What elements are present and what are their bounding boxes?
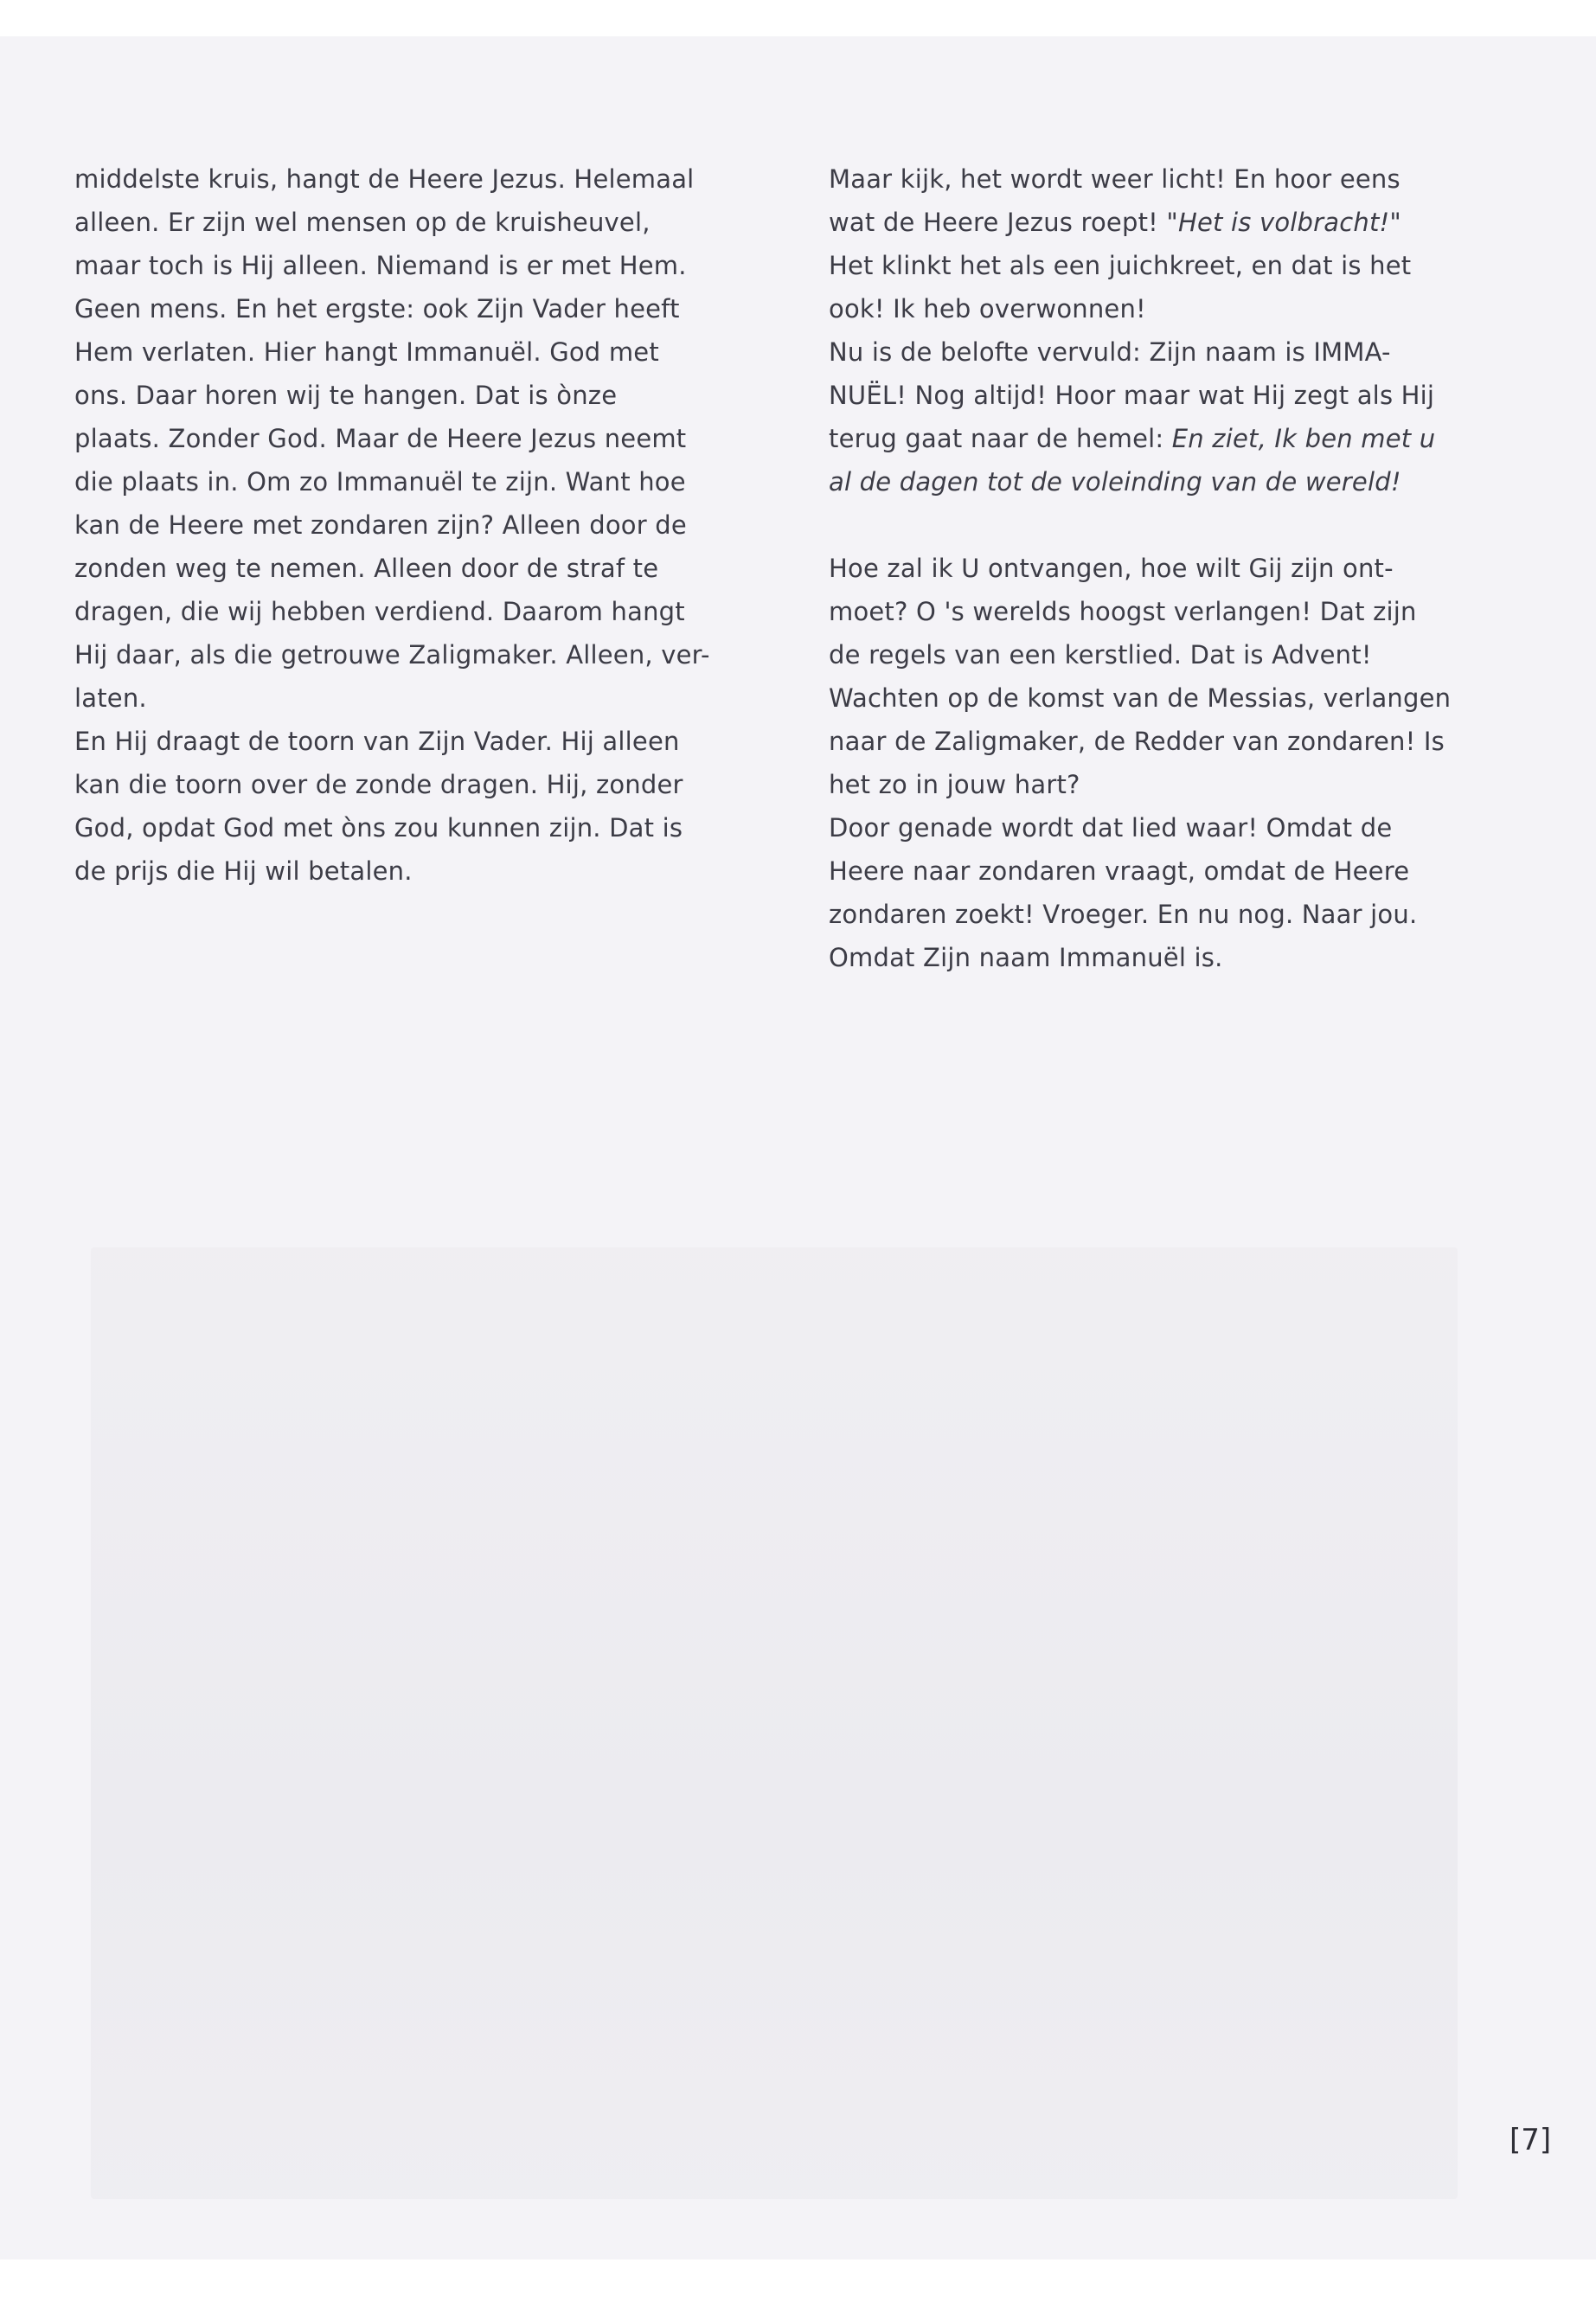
text-line: ook! Ik heb overwonnen!	[829, 294, 1146, 324]
left-text-column	[74, 157, 732, 893]
text-line	[829, 417, 1486, 460]
text-line: middelste kruis, hangt de Heere Jezus. Helemaal	[74, 164, 695, 194]
text-line: Geen mens. En het ergste: ook Zijn Vader heeft	[74, 294, 680, 324]
text-line: de prijs die Hij wil betalen.	[74, 856, 413, 886]
text-line: NUËL! Nog altijd! Hoor maar wat Hij zegt als Hij	[829, 381, 1435, 410]
text-line: dragen, die wij hebben verdiend. Daarom hangt	[74, 597, 685, 626]
text-line: Het klinkt het als een juichkreet, en dat is het	[829, 251, 1412, 280]
text-line: En Hij draagt de toorn van Zijn Vader. Hij alleen	[74, 727, 680, 756]
text-line: laten.	[74, 683, 147, 713]
scan-top-margin	[0, 0, 1596, 36]
right-paragraph-1	[829, 157, 1486, 503]
text-line: Nu is de belofte vervuld: Zijn naam is IMMA-	[829, 337, 1391, 367]
text-line: Heere naar zondaren vraagt, omdat de Heere	[829, 856, 1410, 886]
text-line: Hem verlaten. Hier hangt Immanuël. God met	[74, 337, 659, 367]
text-line: kan de Heere met zondaren zijn? Alleen door de	[74, 510, 687, 540]
scan-bottom-margin	[0, 2259, 1596, 2301]
text-line: Hoe zal ik U ontvangen, hoe wilt Gij zijn ont-	[829, 554, 1394, 583]
text-line: Hij daar, als die getrouwe Zaligmaker. Alleen, ver-	[74, 640, 710, 670]
text-line: naar de Zaligmaker, de Redder van zondaren! Is	[829, 727, 1445, 756]
right-text-column	[829, 157, 1486, 979]
bleed-through-photo	[91, 1247, 1458, 2199]
paragraph-gap	[829, 503, 1486, 547]
text-line: Wachten op de komst van de Messias, verlangen	[829, 683, 1452, 713]
text-line: alleen. Er zijn wel mensen op de kruisheuvel,	[74, 208, 651, 237]
text-line: ons. Daar horen wij te hangen. Dat is ònze	[74, 381, 618, 410]
text-line: Maar kijk, het wordt weer licht! En hoor eens	[829, 164, 1401, 194]
text-line: kan die toorn over de zonde dragen. Hij, zonder	[74, 770, 683, 799]
text-line: het zo in jouw hart?	[829, 770, 1080, 799]
text-line: zonden weg te nemen. Alleen door de straf te	[74, 554, 659, 583]
quote-italic: En ziet, Ik ben met u	[1171, 424, 1436, 453]
text-line: de regels van een kerstlied. Dat is Advent!	[829, 640, 1372, 670]
text-line	[829, 201, 1486, 244]
text-run: wat de Heere Jezus roept!	[829, 208, 1167, 237]
text-line: Omdat Zijn naam Immanuël is.	[829, 943, 1223, 972]
right-paragraph-2	[829, 547, 1486, 979]
quote-italic-line: al de dagen tot de voleinding van de wereld!	[829, 467, 1401, 497]
text-line: Door genade wordt dat lied waar! Omdat de	[829, 813, 1393, 843]
page-number: [7]	[1509, 2123, 1552, 2157]
text-run: terug gaat naar de hemel:	[829, 424, 1172, 453]
left-paragraph	[74, 157, 732, 893]
text-line: maar toch is Hij alleen. Niemand is er met Hem.	[74, 251, 687, 280]
text-line: plaats. Zonder God. Maar de Heere Jezus neemt	[74, 424, 687, 453]
text-line: zondaren zoekt! Vroeger. En nu nog. Naar jou.	[829, 900, 1418, 929]
text-line: die plaats in. Om zo Immanuël te zijn. Want hoe	[74, 467, 686, 497]
text-line: God, opdat God met òns zou kunnen zijn. Dat is	[74, 813, 683, 843]
quote-italic: "Het is volbracht!"	[1166, 208, 1401, 237]
text-line: moet? O 's werelds hoogst verlangen! Dat zijn	[829, 597, 1417, 626]
